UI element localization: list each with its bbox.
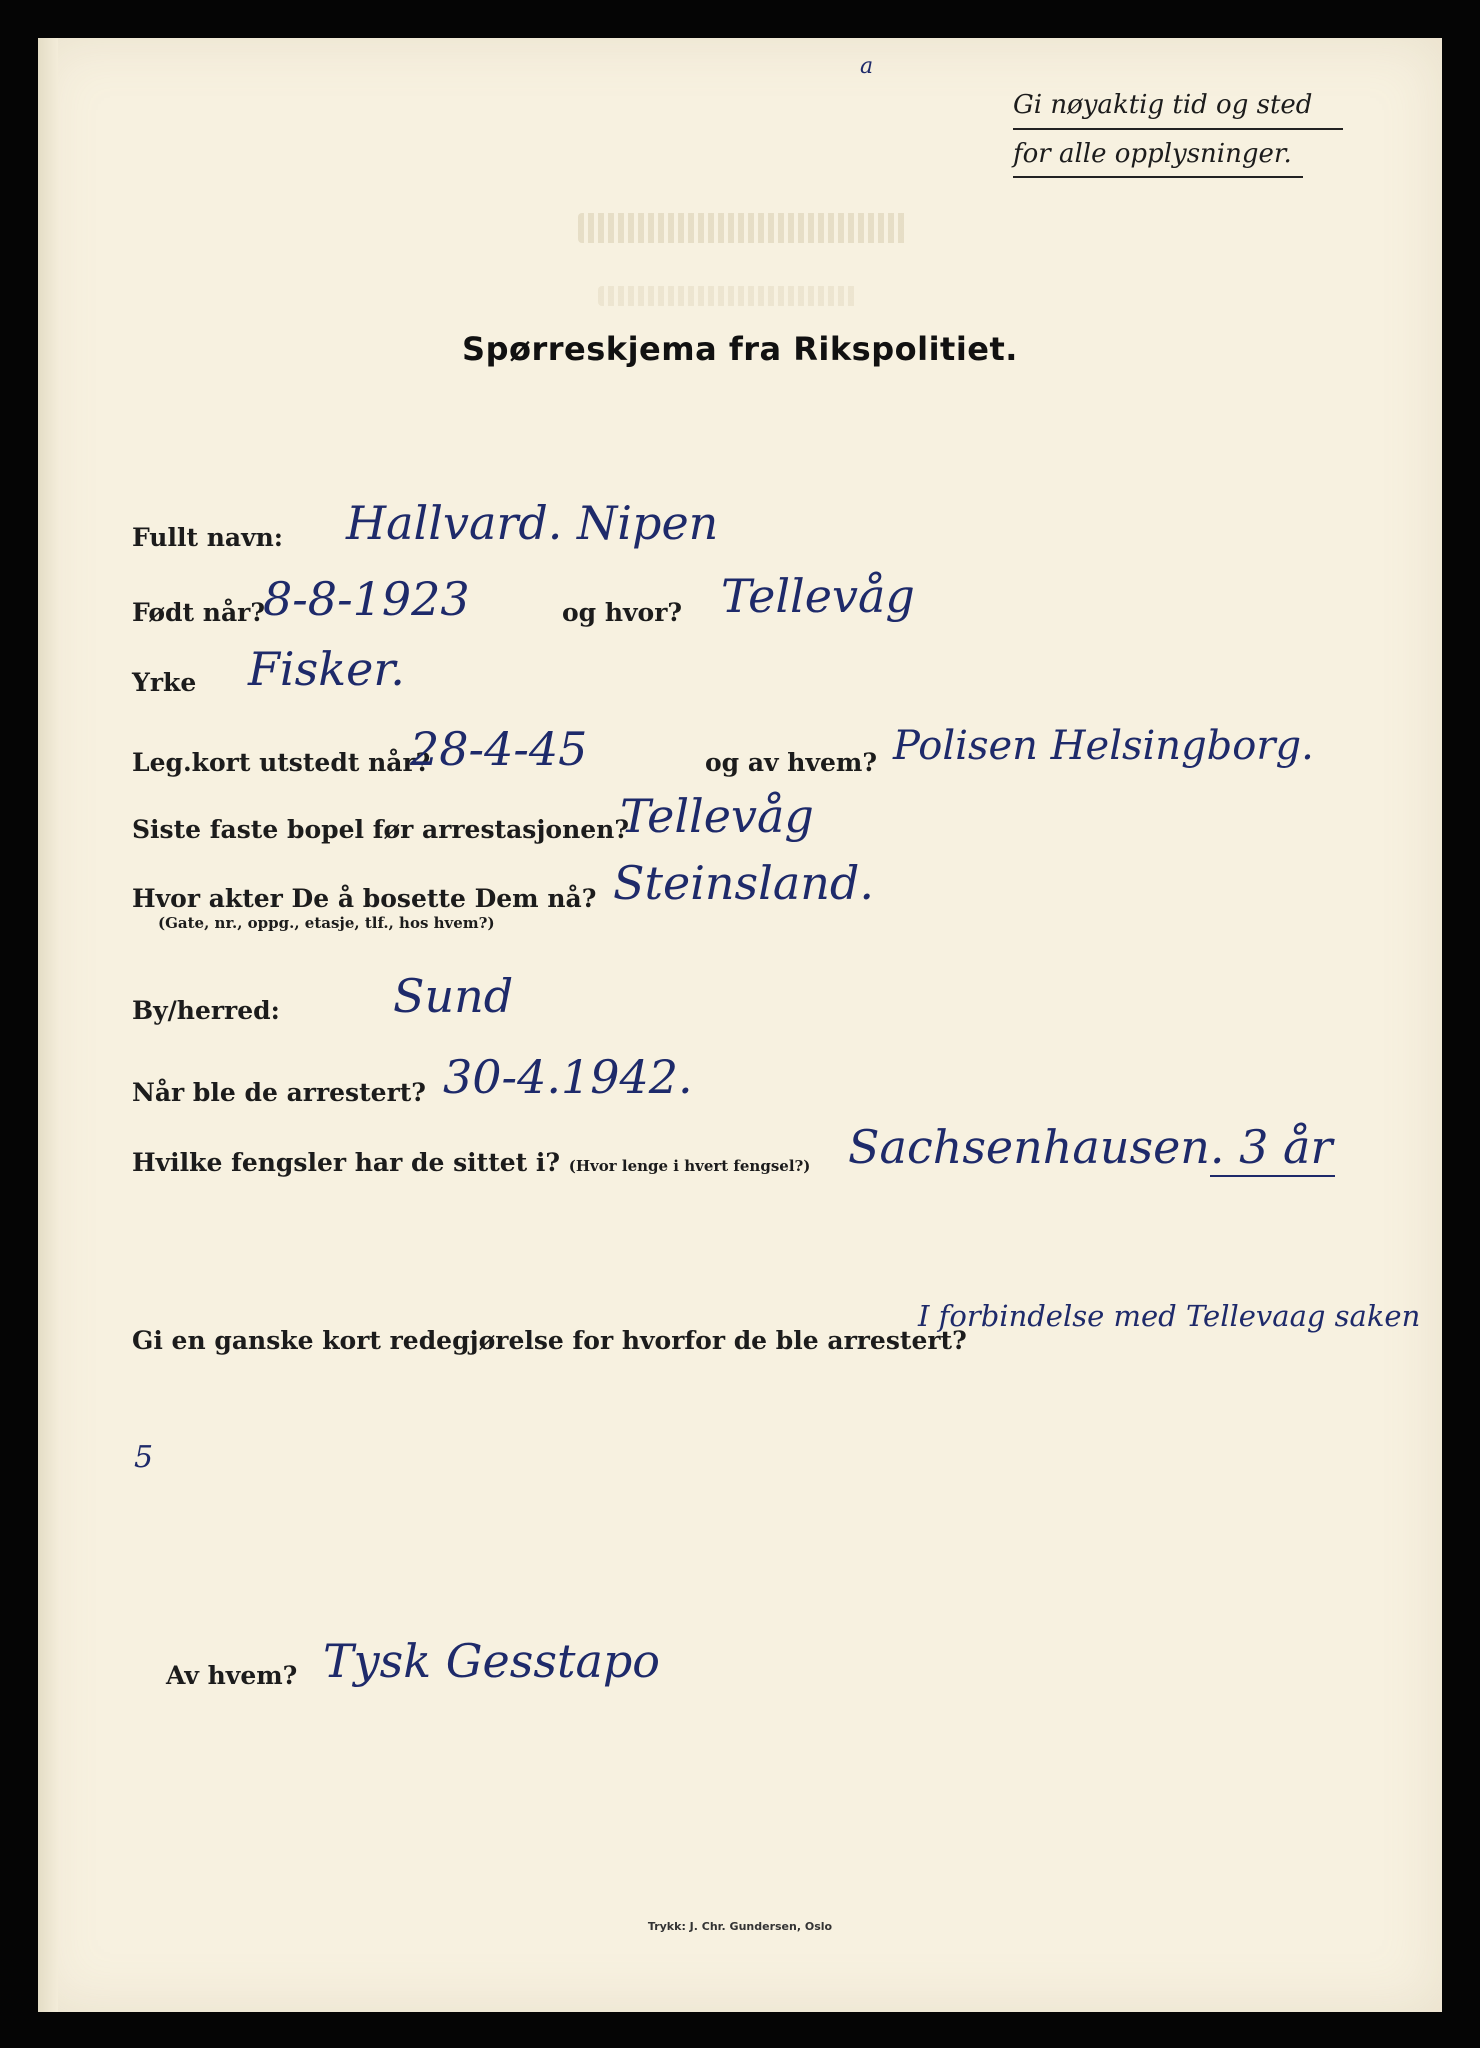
born-where-label: og hvor? [562,598,683,627]
arrested-by-value: Tysk Gesstapo [323,1634,661,1688]
corner-note-line2: for alle opplysninger. [1013,139,1292,169]
top-mark: a [860,54,874,79]
arrested-by-label: Av hvem? [166,1661,298,1690]
prisons-sublabel: (Hvor lenge i hvert fengsel?) [568,1157,811,1175]
id-issued-when-value: 28-4-45 [410,722,588,776]
occupation-value: Fisker. [248,642,405,696]
arrested-when-label: Når ble de arrestert? [132,1078,426,1107]
full-name-value: Hallvard. Nipen [346,496,719,550]
arrested-when-value: 30-4.1942. [443,1050,693,1104]
municipality-value: Sund [393,969,514,1023]
id-issued-by-label: og av hvem? [705,748,877,777]
faint-stamp-2 [598,286,858,306]
occupation-label: Yrke [132,668,197,697]
margin-mark: 5 [134,1440,154,1475]
form-sheet [38,38,1442,2012]
born-where-value: Tellevåg [721,569,915,623]
id-issued-when-label: Leg.kort utstedt når? [132,748,431,777]
settle-where-label: Hvor akter De å bosette Dem nå? [132,884,597,913]
faint-stamp [578,213,908,243]
form-title: Spørreskjema fra Rikspolitiet. [462,330,1018,368]
municipality-label: By/herred: [132,996,280,1025]
reason-label: Gi en ganske kort redegjørelse for hvorfor de ble arrestert? [132,1326,967,1355]
born-when-value: 8-8-1923 [263,572,470,626]
full-name-label: Fullt navn: [132,523,284,552]
settle-where-sublabel: (Gate, nr., oppg., etasje, tlf., hos hvem?) [158,914,495,932]
reason-value: I forbindelse med Tellevaag saken [918,1299,1421,1333]
id-issued-by-value: Polisen Helsingborg. [893,723,1314,769]
corner-note-rule2 [1013,176,1303,178]
prisons-value: Sachsenhausen. 3 år [848,1120,1333,1174]
last-residence-value: Tellevåg [620,789,814,843]
settle-where-value: Steinsland. [613,856,874,910]
prisons-label-main: Hvilke fengsler har de sittet i? [132,1148,561,1177]
prisons-underline [1210,1175,1335,1177]
corner-note-rule1 [1013,128,1343,130]
last-residence-label: Siste faste bopel før arrestasjonen? [132,815,629,844]
prisons-label [132,1150,810,1175]
printer-imprint: Trykk: J. Chr. Gundersen, Oslo [647,1920,833,1933]
corner-note-line1: Gi nøyaktig tid og sted [1013,90,1313,120]
born-when-label: Født når? [132,598,265,627]
